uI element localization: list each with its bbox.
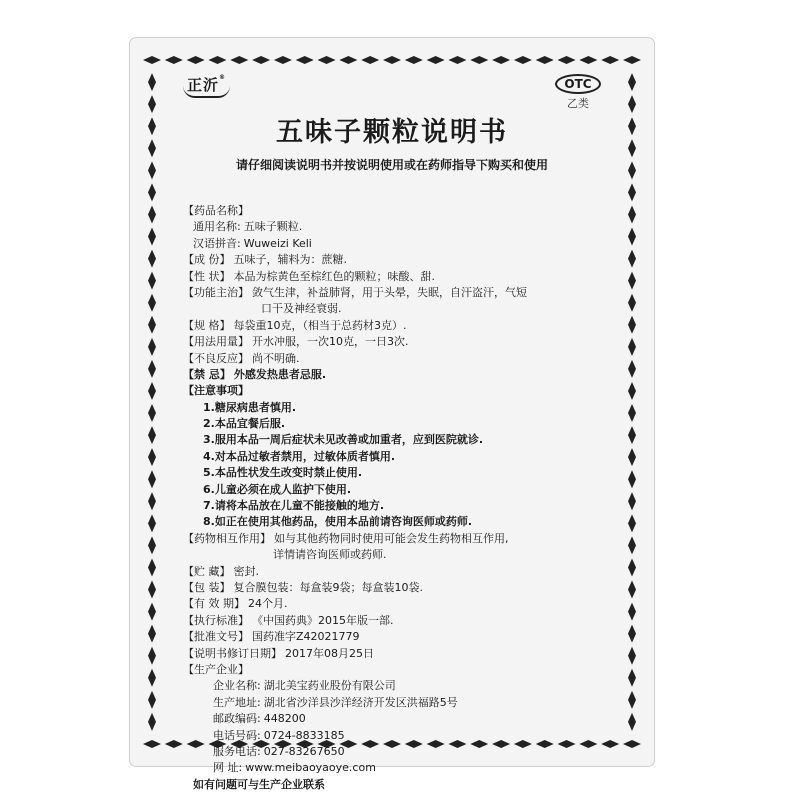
spec-row: 【规 格】 每袋重10克，（相当于总药材3克）.: [183, 318, 407, 332]
ingredients-row: 【成 份】 五味子，辅料为：蔗糖.: [183, 253, 347, 267]
border-diamond: [558, 56, 576, 64]
precaution-item: 3.服用本品一周后症状未见改善或加重者，应到医院就诊.: [203, 433, 484, 447]
border-diamond: [274, 56, 292, 64]
border-diamond: [143, 56, 161, 64]
border-diamond: [628, 426, 636, 444]
border-diamond: [628, 625, 636, 643]
border-diamond: [148, 338, 156, 356]
section-drug-name: 【药品名称】: [183, 204, 249, 217]
border-diamond: [628, 272, 636, 290]
border-diamond: [148, 647, 156, 665]
border-diamond: [536, 56, 554, 64]
indications-row: 【功能主治】 敛气生津，补益肺肾，用于头晕，失眠，自汗盗汗，气短: [183, 285, 527, 299]
border-diamond: [148, 536, 156, 554]
precaution-item: 4.对本品过敏者禁用，过敏体质者慎用.: [203, 449, 396, 463]
border-diamond: [427, 56, 445, 64]
precaution-item: 1.糖尿病患者慎用.: [203, 400, 297, 414]
border-diamond: [628, 647, 636, 665]
revision-date-row: 【说明书修订日期】 2017年08月25日: [183, 646, 374, 660]
border-diamond: [628, 581, 636, 599]
border-diamond: [601, 56, 619, 64]
border-diamond: [628, 514, 636, 532]
border-diamond: [148, 713, 156, 731]
border-diamond: [579, 56, 597, 64]
border-diamond: [628, 316, 636, 334]
border-diamond: [628, 228, 636, 246]
otc-label: OTC: [555, 74, 601, 94]
border-diamond: [148, 404, 156, 422]
border-diamond: [628, 603, 636, 621]
border-diamond: [148, 183, 156, 201]
border-diamond: [148, 691, 156, 709]
border-diamond: [361, 56, 379, 64]
otc-badge: [555, 74, 601, 111]
border-diamond: [628, 338, 636, 356]
approval-row: 【批准文号】 国药准字Z42021779: [183, 630, 360, 644]
border-diamond: [252, 56, 270, 64]
border-diamond: [601, 740, 619, 748]
company-row: 企业名称: 湖北美宝药业股份有限公司: [213, 679, 396, 693]
border-diamond: [148, 205, 156, 223]
border-diamond: [143, 740, 161, 748]
border-diamond: [148, 470, 156, 488]
border-diamond: [148, 228, 156, 246]
border-diamond: [448, 56, 466, 64]
border-diamond: [470, 56, 488, 64]
border-diamond: [628, 205, 636, 223]
border-diamond: [148, 316, 156, 334]
leaflet-sheet: [130, 38, 654, 791]
border-diamond: [628, 713, 636, 731]
postal-row: 邮政编码: 448200: [213, 712, 306, 726]
border-diamond: [148, 669, 156, 687]
address-row: 生产地址: 湖北省沙洋县沙洋经济开发区洪福路5号: [213, 695, 458, 709]
border-diamond: [514, 56, 532, 64]
border-diamond: [208, 56, 226, 64]
precaution-item: 8.如正在使用其他药品，使用本品前请咨询医师或药师.: [203, 515, 473, 529]
border-diamond: [628, 492, 636, 510]
border-diamond: [148, 73, 156, 91]
document-title: 五味子颗粒说明书: [276, 117, 508, 148]
service-phone-row: 服务电话: 027-83267650: [213, 744, 345, 758]
dosage-row: 【用法用量】 开水冲服，一次10克，一日3次.: [183, 335, 409, 349]
border-diamond: [623, 740, 641, 748]
border-diamond: [405, 56, 423, 64]
indications-row-cont: 口干及神经衰弱.: [261, 302, 342, 316]
border-diamond: [383, 56, 401, 64]
border-diamond: [628, 360, 636, 378]
border-diamond: [628, 183, 636, 201]
border-diamond: [148, 250, 156, 268]
border-diamond: [148, 492, 156, 510]
precaution-item: 2.本品宜餐后服.: [203, 417, 286, 431]
border-diamond: [148, 448, 156, 466]
leaflet-body: [183, 203, 603, 793]
border-diamond: [148, 294, 156, 312]
contact-footer: 如有问题可与生产企业联系: [193, 777, 325, 791]
border-diamond: [628, 404, 636, 422]
border-diamond: [628, 294, 636, 312]
border-diamond: [628, 691, 636, 709]
border-diamond: [148, 603, 156, 621]
precaution-item: 5.本品性状发生改变时禁止使用.: [203, 466, 363, 480]
border-diamond: [628, 470, 636, 488]
border-diamond: [339, 56, 357, 64]
border-diamond: [492, 56, 510, 64]
phone-row: 电话号码: 0724-8833185: [213, 728, 345, 742]
section-precautions: 【注意事项】: [183, 384, 249, 398]
border-diamond: [165, 56, 183, 64]
document-subtitle: 请仔细阅读说明书并按说明使用或在药师指导下购买和使用: [235, 158, 548, 172]
otc-category: 乙类: [567, 97, 589, 110]
border-diamond: [148, 625, 156, 643]
registered-mark: ®: [219, 74, 227, 81]
border-diamond: [148, 426, 156, 444]
border-diamond: [148, 382, 156, 400]
standard-row: 【执行标准】 《中国药典》2015年版一部.: [183, 613, 394, 627]
package-row: 【包 装】 复合膜包装：每盒装9袋；每盒装10袋.: [183, 580, 423, 594]
adverse-row: 【不良反应】 尚不明确.: [183, 351, 300, 365]
border-diamond: [148, 558, 156, 576]
border-diamond: [148, 360, 156, 378]
website-row: 网 址: www.meibaoyaoye.com: [213, 761, 376, 775]
border-diamond: [148, 581, 156, 599]
pinyin-row: 汉语拼音: Wuweizi Keli: [193, 236, 312, 250]
generic-name-row: 通用名称: 五味子颗粒.: [193, 220, 303, 234]
border-diamond: [628, 448, 636, 466]
brand-logo-text: 正沂: [187, 76, 220, 94]
precaution-item: 7.请将本品放在儿童不能接触的地方.: [203, 499, 385, 513]
border-diamond: [628, 250, 636, 268]
border-diamond: [148, 272, 156, 290]
border-diamond: [230, 56, 248, 64]
border-diamond: [148, 514, 156, 532]
contraindication-row: 【禁 忌】 外感发热患者忌服.: [183, 367, 327, 381]
border-diamond: [628, 558, 636, 576]
validity-row: 【有 效 期】 24个月.: [183, 597, 288, 611]
border-diamond: [165, 740, 183, 748]
interactions-row: 【药物相互作用】 如与其他药物同时使用可能会发生药物相互作用,: [183, 531, 509, 545]
character-row: 【性 状】 本品为棕黄色至棕红色的颗粒；味酸、甜.: [183, 269, 435, 283]
border-diamond: [628, 669, 636, 687]
section-manufacturer: 【生产企业】: [183, 662, 249, 676]
border-diamond: [296, 56, 314, 64]
border-diamond: [628, 73, 636, 91]
border-diamond: [187, 56, 205, 64]
border-diamond: [623, 56, 641, 64]
interactions-row-cont: 详情请咨询医师或药师.: [273, 548, 387, 562]
border-diamond: [318, 56, 336, 64]
storage-row: 【贮 藏】 密封.: [183, 564, 259, 578]
brand-logo: [183, 74, 230, 98]
border-diamond: [628, 536, 636, 554]
border-diamond: [628, 382, 636, 400]
precaution-item: 6.儿童必须在成人监护下使用.: [203, 482, 352, 496]
